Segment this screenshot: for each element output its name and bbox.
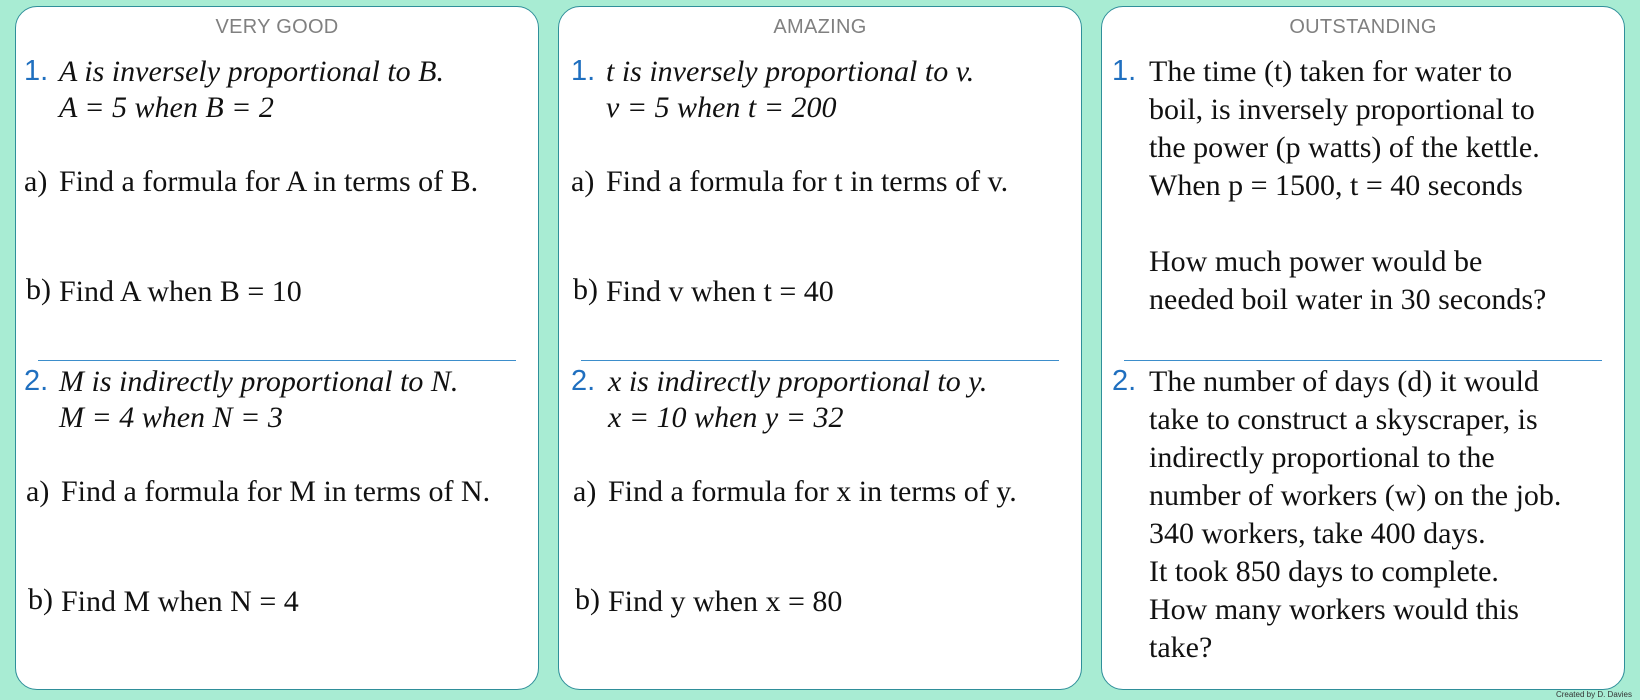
question-line: take? — [1149, 631, 1213, 664]
card-title: VERY GOOD — [215, 16, 339, 38]
part-label: a) — [24, 165, 48, 198]
part-text: Find a formula for A in terms of B. — [59, 165, 479, 198]
question-line: x = 10 when y = 32 — [608, 401, 844, 434]
question-line: boil, is inversely proportional to — [1149, 93, 1535, 126]
question-line: v = 5 when t = 200 — [606, 91, 837, 124]
part-text: Find M when N = 4 — [61, 585, 299, 618]
part-label: b) — [26, 273, 51, 306]
question-number: 2. — [24, 365, 49, 397]
part-text: Find y when x = 80 — [608, 585, 843, 618]
question-line: How much power would be — [1149, 245, 1483, 278]
question-number: 2. — [571, 365, 596, 397]
question-line: M is indirectly proportional to N. — [59, 365, 459, 398]
part-text: Find v when t = 40 — [606, 275, 834, 308]
divider — [581, 360, 1059, 361]
part-text: Find a formula for t in terms of v. — [606, 165, 1009, 198]
credit-text: Created by D. Davies — [1555, 690, 1632, 699]
part-label: a) — [26, 475, 50, 508]
part-label: b) — [573, 273, 598, 306]
question-number: 1. — [571, 55, 596, 87]
question-line: A is inversely proportional to B. — [59, 55, 444, 88]
card-very-good — [15, 6, 539, 690]
divider — [38, 360, 516, 361]
question-line: take to construct a skyscraper, is — [1149, 403, 1538, 436]
card-title: OUTSTANDING — [1289, 16, 1437, 38]
question-line: number of workers (w) on the job. — [1149, 479, 1562, 512]
question-line: The number of days (d) it would — [1149, 365, 1539, 398]
card-outstanding — [1101, 6, 1625, 690]
question-line: M = 4 when N = 3 — [59, 401, 283, 434]
question-line: A = 5 when B = 2 — [59, 91, 274, 124]
question-line: The time (t) taken for water to — [1149, 55, 1513, 88]
question-line: It took 850 days to complete. — [1149, 555, 1499, 588]
card-title: AMAZING — [773, 16, 867, 38]
question-line: indirectly proportional to the — [1149, 441, 1495, 474]
card-amazing — [558, 6, 1082, 690]
question-line: When p = 1500, t = 40 seconds — [1149, 169, 1523, 202]
part-text: Find a formula for x in terms of y. — [608, 475, 1017, 508]
part-label: b) — [28, 583, 53, 616]
question-number: 2. — [1112, 365, 1137, 397]
question-line: How many workers would this — [1149, 593, 1519, 626]
part-text: Find A when B = 10 — [59, 275, 302, 308]
part-label: a) — [571, 165, 595, 198]
divider — [1124, 360, 1602, 361]
question-line: the power (p watts) of the kettle. — [1149, 131, 1540, 164]
part-text: Find a formula for M in terms of N. — [61, 475, 491, 508]
part-label: a) — [573, 475, 597, 508]
question-line: needed boil water in 30 seconds? — [1149, 283, 1547, 316]
question-line: t is inversely proportional to v. — [606, 55, 975, 88]
part-label: b) — [575, 583, 600, 616]
question-line: x is indirectly proportional to y. — [608, 365, 988, 398]
question-number: 1. — [24, 55, 49, 87]
question-number: 1. — [1112, 55, 1137, 87]
question-line: 340 workers, take 400 days. — [1149, 517, 1486, 550]
